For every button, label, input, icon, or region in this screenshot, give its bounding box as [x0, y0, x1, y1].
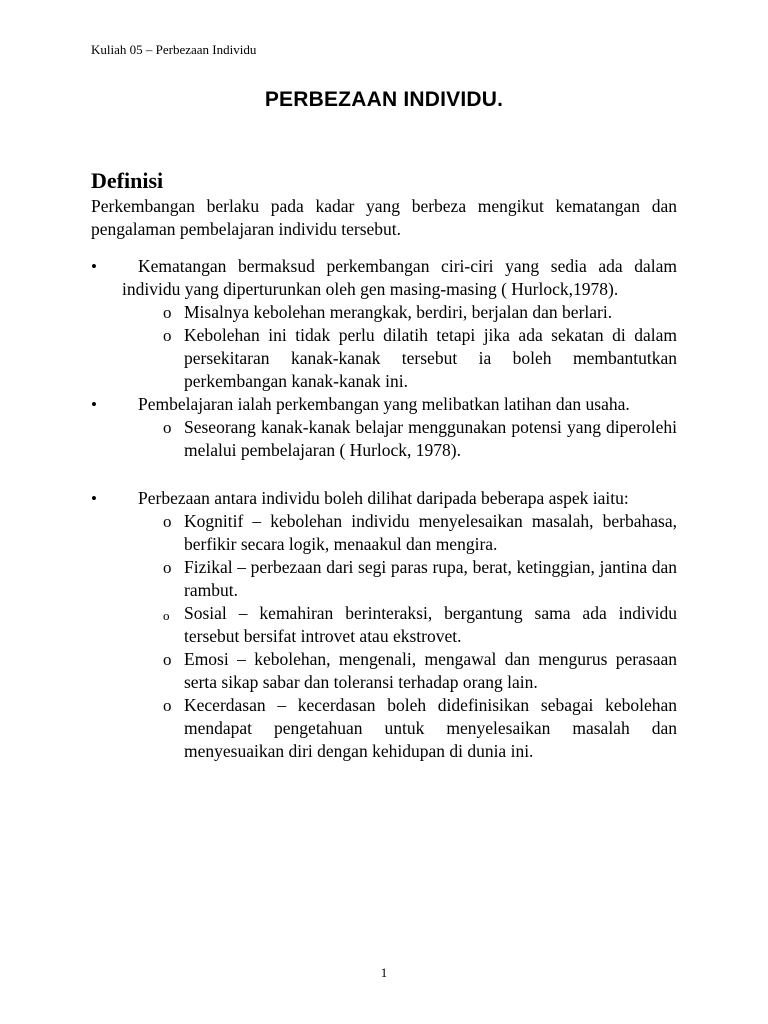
sub-item-sosial: [153, 602, 677, 648]
sub-list: [91, 416, 677, 462]
bullet-text: Perbezaan antara individu boleh dilihat daripada beberapa aspek iaitu:: [138, 488, 629, 508]
sub-item-text: Seseorang kanak-kanak belajar menggunakan potensi yang diperolehi melalui pembelajaran ( Hurlock, 1978).: [184, 417, 677, 460]
sub-item-kecerdasan: [153, 694, 677, 763]
bullet-text: Kematangan bermaksud perkembangan ciri-ciri yang sedia ada dalam individu yang diperturunkan oleh gen masing-masing ( Hurlock,1978).: [122, 256, 677, 299]
page-number: 1: [380, 965, 388, 980]
sub-item-text: Fizikal – perbezaan dari segi paras rupa, berat, ketinggian, jantina dan rambut.: [184, 557, 677, 600]
intro-paragraph: Perkembangan berlaku pada kadar yang berbeza mengikut kematangan dan pengalaman pembelajaran individu tersebut.: [91, 196, 677, 239]
document-title: PERBEZAAN INDIVIDU.: [264, 88, 504, 111]
sub-item-text: Sosial – kemahiran berinteraksi, bergantung sama ada individu tersebut bersifat introvet atau ekstrovet.: [184, 603, 677, 646]
sub-bullet-mark: o: [163, 650, 172, 669]
sub-bullet-mark: o: [163, 696, 172, 715]
sub-item-kognitif: [153, 510, 677, 556]
section-heading: Definisi: [91, 168, 164, 193]
document-body: [91, 167, 677, 763]
bullet-item-pembelajaran: [91, 393, 677, 416]
sub-item-fizikal: [153, 556, 677, 602]
sub-item-emosi: [153, 648, 677, 694]
sub-item: [153, 301, 677, 324]
bullet-text: Pembelajaran ialah perkembangan yang melibatkan latihan dan usaha.: [138, 394, 630, 414]
running-header: Kuliah 05 – Perbezaan Individu: [91, 42, 257, 57]
bullet-item-perbezaan: [91, 487, 677, 510]
sub-bullet-mark: o: [163, 303, 172, 322]
bullet-mark: •: [91, 489, 97, 508]
sub-item: [153, 416, 677, 462]
sub-item-text: Kognitif – kebolehan individu menyelesaikan masalah, berbahasa, berfikir secara logik, menaakul dan mengira.: [184, 511, 677, 554]
bullet-mark: •: [91, 257, 97, 276]
bullet-mark: •: [91, 395, 97, 414]
sub-bullet-mark: o: [163, 558, 172, 577]
sub-bullet-mark: o: [163, 608, 170, 623]
sub-list: [91, 510, 677, 763]
sub-item-text: Misalnya kebolehan merangkak, berdiri, berjalan dan berlari.: [184, 302, 613, 322]
sub-item-text: Emosi – kebolehan, mengenali, mengawal dan mengurus perasaan serta sikap sabar dan toleransi terhadap orang lain.: [184, 649, 677, 692]
sub-item-text: Kecerdasan – kecerdasan boleh didefinisikan sebagai kebolehan mendapat pengetahuan untuk menyelesaikan masalah dan menyesuaikan diri dengan kehidupan di dunia ini.: [184, 695, 677, 761]
sub-bullet-mark: o: [163, 326, 172, 345]
sub-list: [91, 301, 677, 393]
bullet-item-kematangan: [91, 255, 677, 301]
sub-item: [153, 324, 677, 393]
sub-bullet-mark: o: [163, 512, 172, 531]
sub-item-text: Kebolehan ini tidak perlu dilatih tetapi jika ada sekatan di dalam persekitaran kanak-kanak tersebut ia boleh membantutkan perkembangan kanak-kanak ini.: [184, 325, 677, 391]
sub-bullet-mark: o: [163, 418, 172, 437]
